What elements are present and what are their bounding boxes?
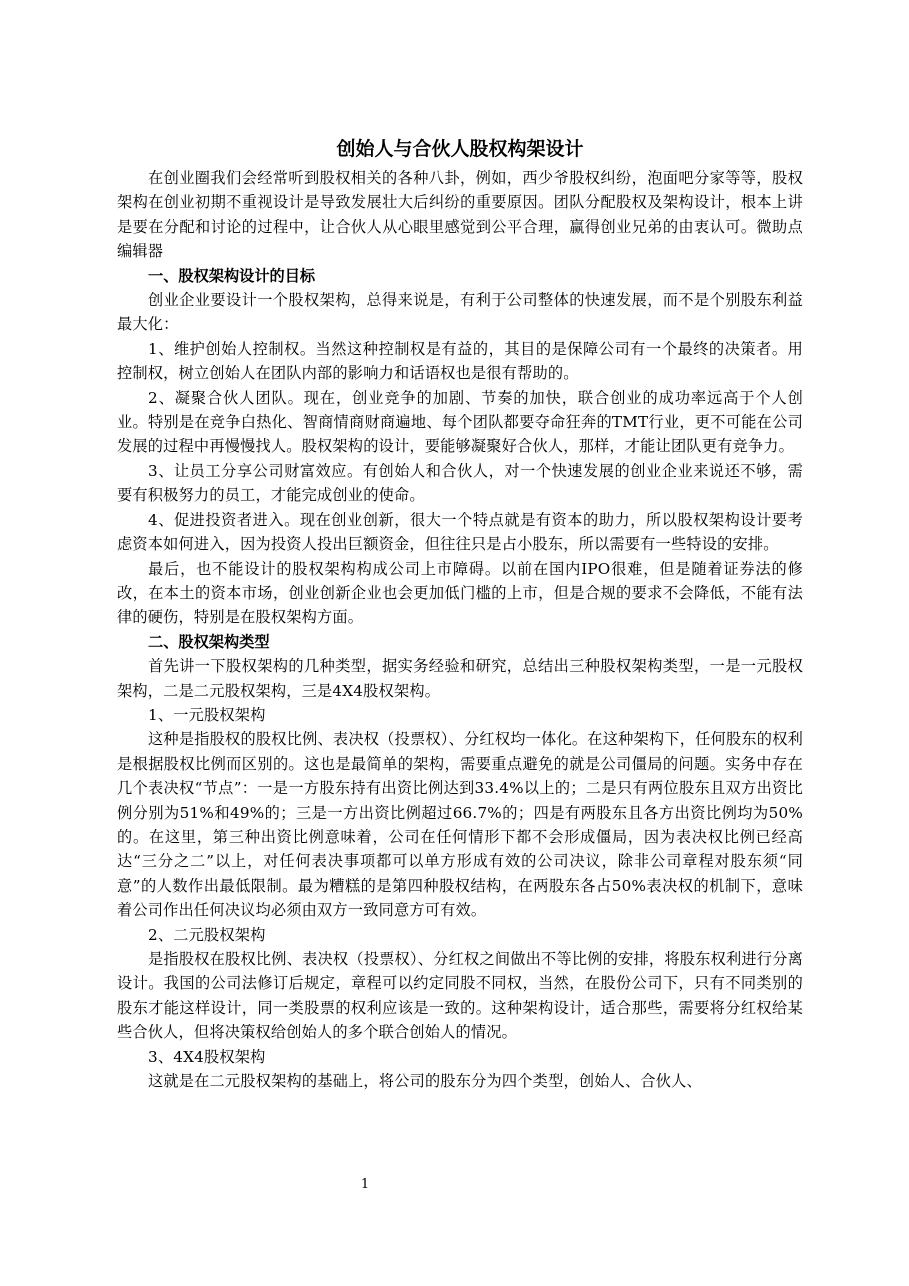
page-number: 1 [360,1177,370,1192]
body-paragraph: 3、让员工分享公司财富效应。有创始人和合伙人，对一个快速发展的创业企业来说还不够，需要有积极努力的员工，才能完成创业的使命。 [117,461,803,505]
document-title: 创始人与合伙人股权构架设计 [336,138,584,160]
intro-paragraph: 在创业圈我们会经常听到股权相关的各种八卦，例如，西少爷股权纠纷，泡面吧分家等等，股权架构在创业初期不重视设计是导致发展壮大后纠纷的重要原因。团队分配股权及架构设计，根本上讲是要在分配和讨论的过程中，让合伙人从心眼里感觉到公平合理，赢得创业兄弟的由衷认可。微助点编辑器 [117,169,803,261]
section-heading-goals: 一、股权架构设计的目标 [148,266,316,285]
body-paragraph: 最后，也不能设计的股权架构构成公司上市障碍。以前在国内IPO很难，但是随着证券法的修改，在本土的资本市场，创业创新企业也会更加低门槛的上市，但是合规的要求不会降低，不能有法律的硬伤，特别是在股权架构方面。 [117,559,803,627]
body-paragraph: 这种是指股权的股权比例、表决权（投票权）、分红权均一体化。在这种架构下，任何股东的权利是根据股权比例而区别的。这也是最简单的架构，需要重点避免的就是公司僵局的问题。实务中存在几个表决权“节点”：一是一方股东持有出资比例达到33.4%以上的；二是只有两位股东且双方出资比例分别为51%和49%的；三是一方出资比例超过66.7%的；四是有两股东且各方出资比例均为50%的。在这里，第三种出资比例意味着，公司在任何情形下都不会形成僵局，因为表决权比例已经高达“三分之二”以上，对任何表决事项都可以单方形成有效的公司决议，除非公司章程对股东须“同意”的人数作出最低限制。最为糟糕的是第四种股权结构，在两股东各占50%表决权的机制下，意味着公司作出任何决议均必须由双方一致同意方可有效。 [117,730,803,920]
subheading-4x4-structure: 3、4X4股权架构 [148,1047,266,1066]
body-paragraph: 2、凝聚合伙人团队。现在，创业竞争的加剧、节奏的加快，联合创业的成功率远高于个人创业。特别是在竞争白热化、智商情商财商遍地、每个团队都要夺命狂奔的TMT行业，更不可能在公司发展的过程中再慢慢找人。股权架构的设计，要能够凝聚好合伙人，那样，才能让团队更有竞争力。 [117,388,803,456]
subheading-unitary-structure: 1、一元股权架构 [148,705,266,724]
section-heading-types: 二、股权架构类型 [148,632,270,651]
body-paragraph: 1、维护创始人控制权。当然这种控制权是有益的，其目的是保障公司有一个最终的决策者。用控制权，树立创始人在团队内部的影响力和话语权也是很有帮助的。 [117,339,803,383]
subheading-dual-structure: 2、二元股权架构 [148,925,266,944]
body-paragraph: 创业企业要设计一个股权架构，总得来说是，有利于公司整体的快速发展，而不是个别股东利益最大化： [117,291,803,334]
body-paragraph: 首先讲一下股权架构的几种类型，据实务经验和研究，总结出三种股权架构类型，一是一元股权架构，二是二元股权架构，三是4X4股权架构。 [117,657,803,700]
body-paragraph: 这就是在二元股权架构的基础上，将公司的股东分为四个类型，创始人、合伙人、 [148,1072,702,1091]
document-body [117,132,803,1093]
body-paragraph: 是指股权在股权比例、表决权（投票权）、分红权之间做出不等比例的安排，将股东权利进行分离设计。我国的公司法修订后规定，章程可以约定同股不同权，当然，在股份公司下，只有不同类别的股东才能这样设计，同一类股票的权利应该是一致的。这种架构设计，适合那些，需要将分红权给某些合伙人，但将决策权给创始人的多个联合创始人的情况。 [117,950,803,1042]
body-paragraph: 4、促进投资者进入。现在创业创新，很大一个特点就是有资本的助力，所以股权架构设计要考虑资本如何进入，因为投资人投出巨额资金，但往往只是占小股东，所以需要有一些特设的安排。 [117,510,803,554]
